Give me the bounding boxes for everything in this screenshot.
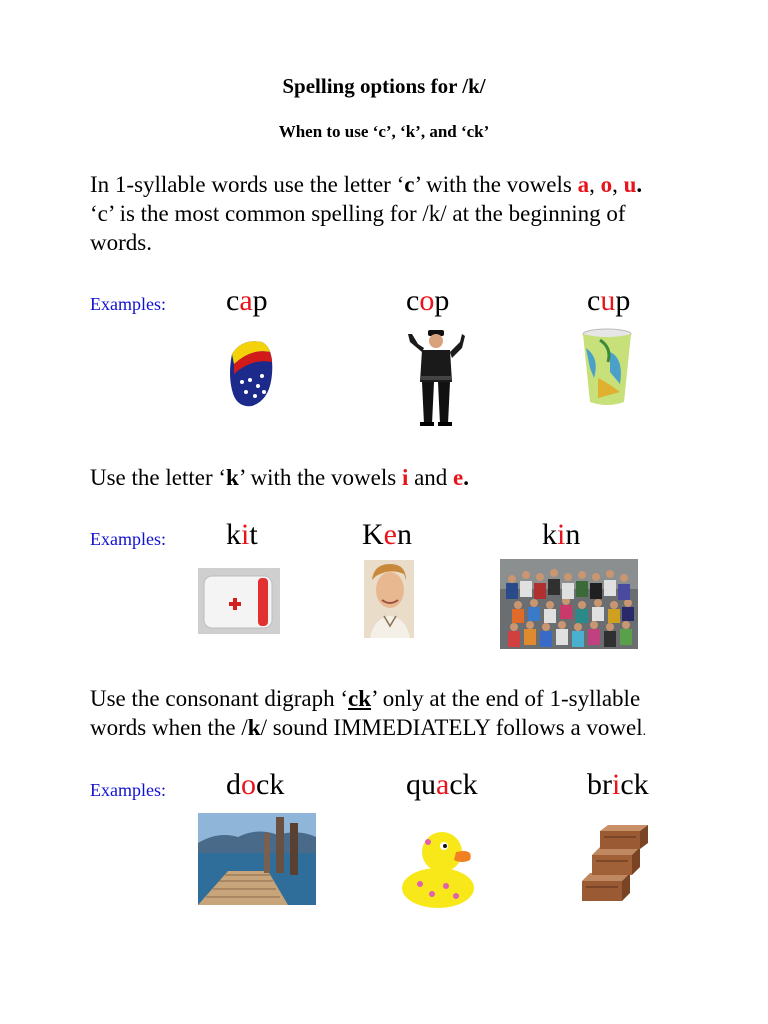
vowel-o: o <box>600 172 613 197</box>
word-part: K <box>362 518 384 551</box>
word-part: c <box>226 284 240 317</box>
word-part: c <box>587 284 601 317</box>
word-part: p <box>615 284 631 317</box>
example-word-dock <box>226 768 284 802</box>
word-part: p <box>434 284 450 317</box>
word-vowel: i <box>612 768 621 801</box>
rule-text: In 1-syllable words use the letter ‘ <box>90 172 405 197</box>
vowel-u: u <box>623 172 637 197</box>
rule-digraph: ck <box>348 686 372 711</box>
word-vowel: e <box>383 518 397 551</box>
word-vowel: o <box>241 768 256 801</box>
word-part: t <box>249 518 258 551</box>
example-word-cap <box>226 284 268 318</box>
example-word-kin <box>542 518 580 552</box>
vowel-i: i <box>401 465 409 490</box>
example-word-ken <box>362 518 412 552</box>
vowel-e: e <box>453 465 464 490</box>
police-officer-picture <box>404 328 468 428</box>
rule-text: ’ only at the end of 1-syllable words when the / <box>90 686 641 740</box>
word-vowel: i <box>241 518 250 551</box>
word-vowel: a <box>436 768 450 801</box>
word-part: ck <box>449 768 478 801</box>
first-aid-kit-picture <box>198 568 280 634</box>
family-group-picture <box>500 559 638 649</box>
rule-text: Use the letter ‘ <box>90 465 227 490</box>
word-part: n <box>565 518 581 551</box>
word-part: ck <box>620 768 649 801</box>
rule-letter: k <box>226 465 239 490</box>
rule-c-paragraph <box>90 170 690 257</box>
vowel-a: a <box>577 172 590 197</box>
rule-text: ’ with the vowels <box>414 172 578 197</box>
rule-ck-paragraph <box>90 684 690 746</box>
rubber-duck-picture <box>398 822 482 912</box>
example-word-kit <box>226 518 258 552</box>
separator: , <box>612 172 624 197</box>
example-word-brick <box>587 768 649 802</box>
word-part: p <box>252 284 268 317</box>
example-word-cop <box>406 284 449 318</box>
period: . <box>463 465 470 490</box>
rule-text: and <box>408 465 454 490</box>
baseball-cap-picture <box>222 334 278 410</box>
word-part: c <box>406 284 420 317</box>
examples-label: Examples: <box>90 780 166 800</box>
word-vowel: i <box>557 518 566 551</box>
period: . <box>642 724 647 739</box>
rule-letter: c <box>404 172 415 197</box>
dock-picture <box>198 813 316 905</box>
word-part: k <box>226 518 241 551</box>
rule-text: Use the consonant digraph ‘ <box>90 686 349 711</box>
word-part: k <box>542 518 557 551</box>
ken-portrait-picture <box>364 560 414 638</box>
word-vowel: u <box>600 284 616 317</box>
examples-label: Examples: <box>90 529 166 549</box>
rule-text: ‘c’ is the most common spelling for /k/ at the beginning of words. <box>90 201 626 255</box>
bricks-picture <box>578 823 656 907</box>
period: . <box>636 172 643 197</box>
word-vowel: o <box>419 284 435 317</box>
word-part: ck <box>256 768 285 801</box>
word-part: br <box>587 768 612 801</box>
page-title: Spelling options for /k/ <box>282 74 486 98</box>
example-word-cup <box>587 284 630 318</box>
rule-k-paragraph <box>90 463 690 492</box>
word-vowel: a <box>239 284 253 317</box>
word-part: qu <box>406 768 436 801</box>
paper-cup-picture <box>580 328 634 408</box>
examples-label: Examples: <box>90 294 166 314</box>
rule-text: ’ with the vowels <box>238 465 402 490</box>
page-subtitle: When to use ‘c’, ‘k’, and ‘ck’ <box>278 122 490 141</box>
word-part: n <box>397 518 412 551</box>
separator: , <box>589 172 601 197</box>
rule-letter: k <box>247 715 261 740</box>
word-part: d <box>226 768 241 801</box>
example-word-quack <box>406 768 478 802</box>
rule-text: / sound IMMEDIATELY follows a vowel <box>260 715 643 740</box>
